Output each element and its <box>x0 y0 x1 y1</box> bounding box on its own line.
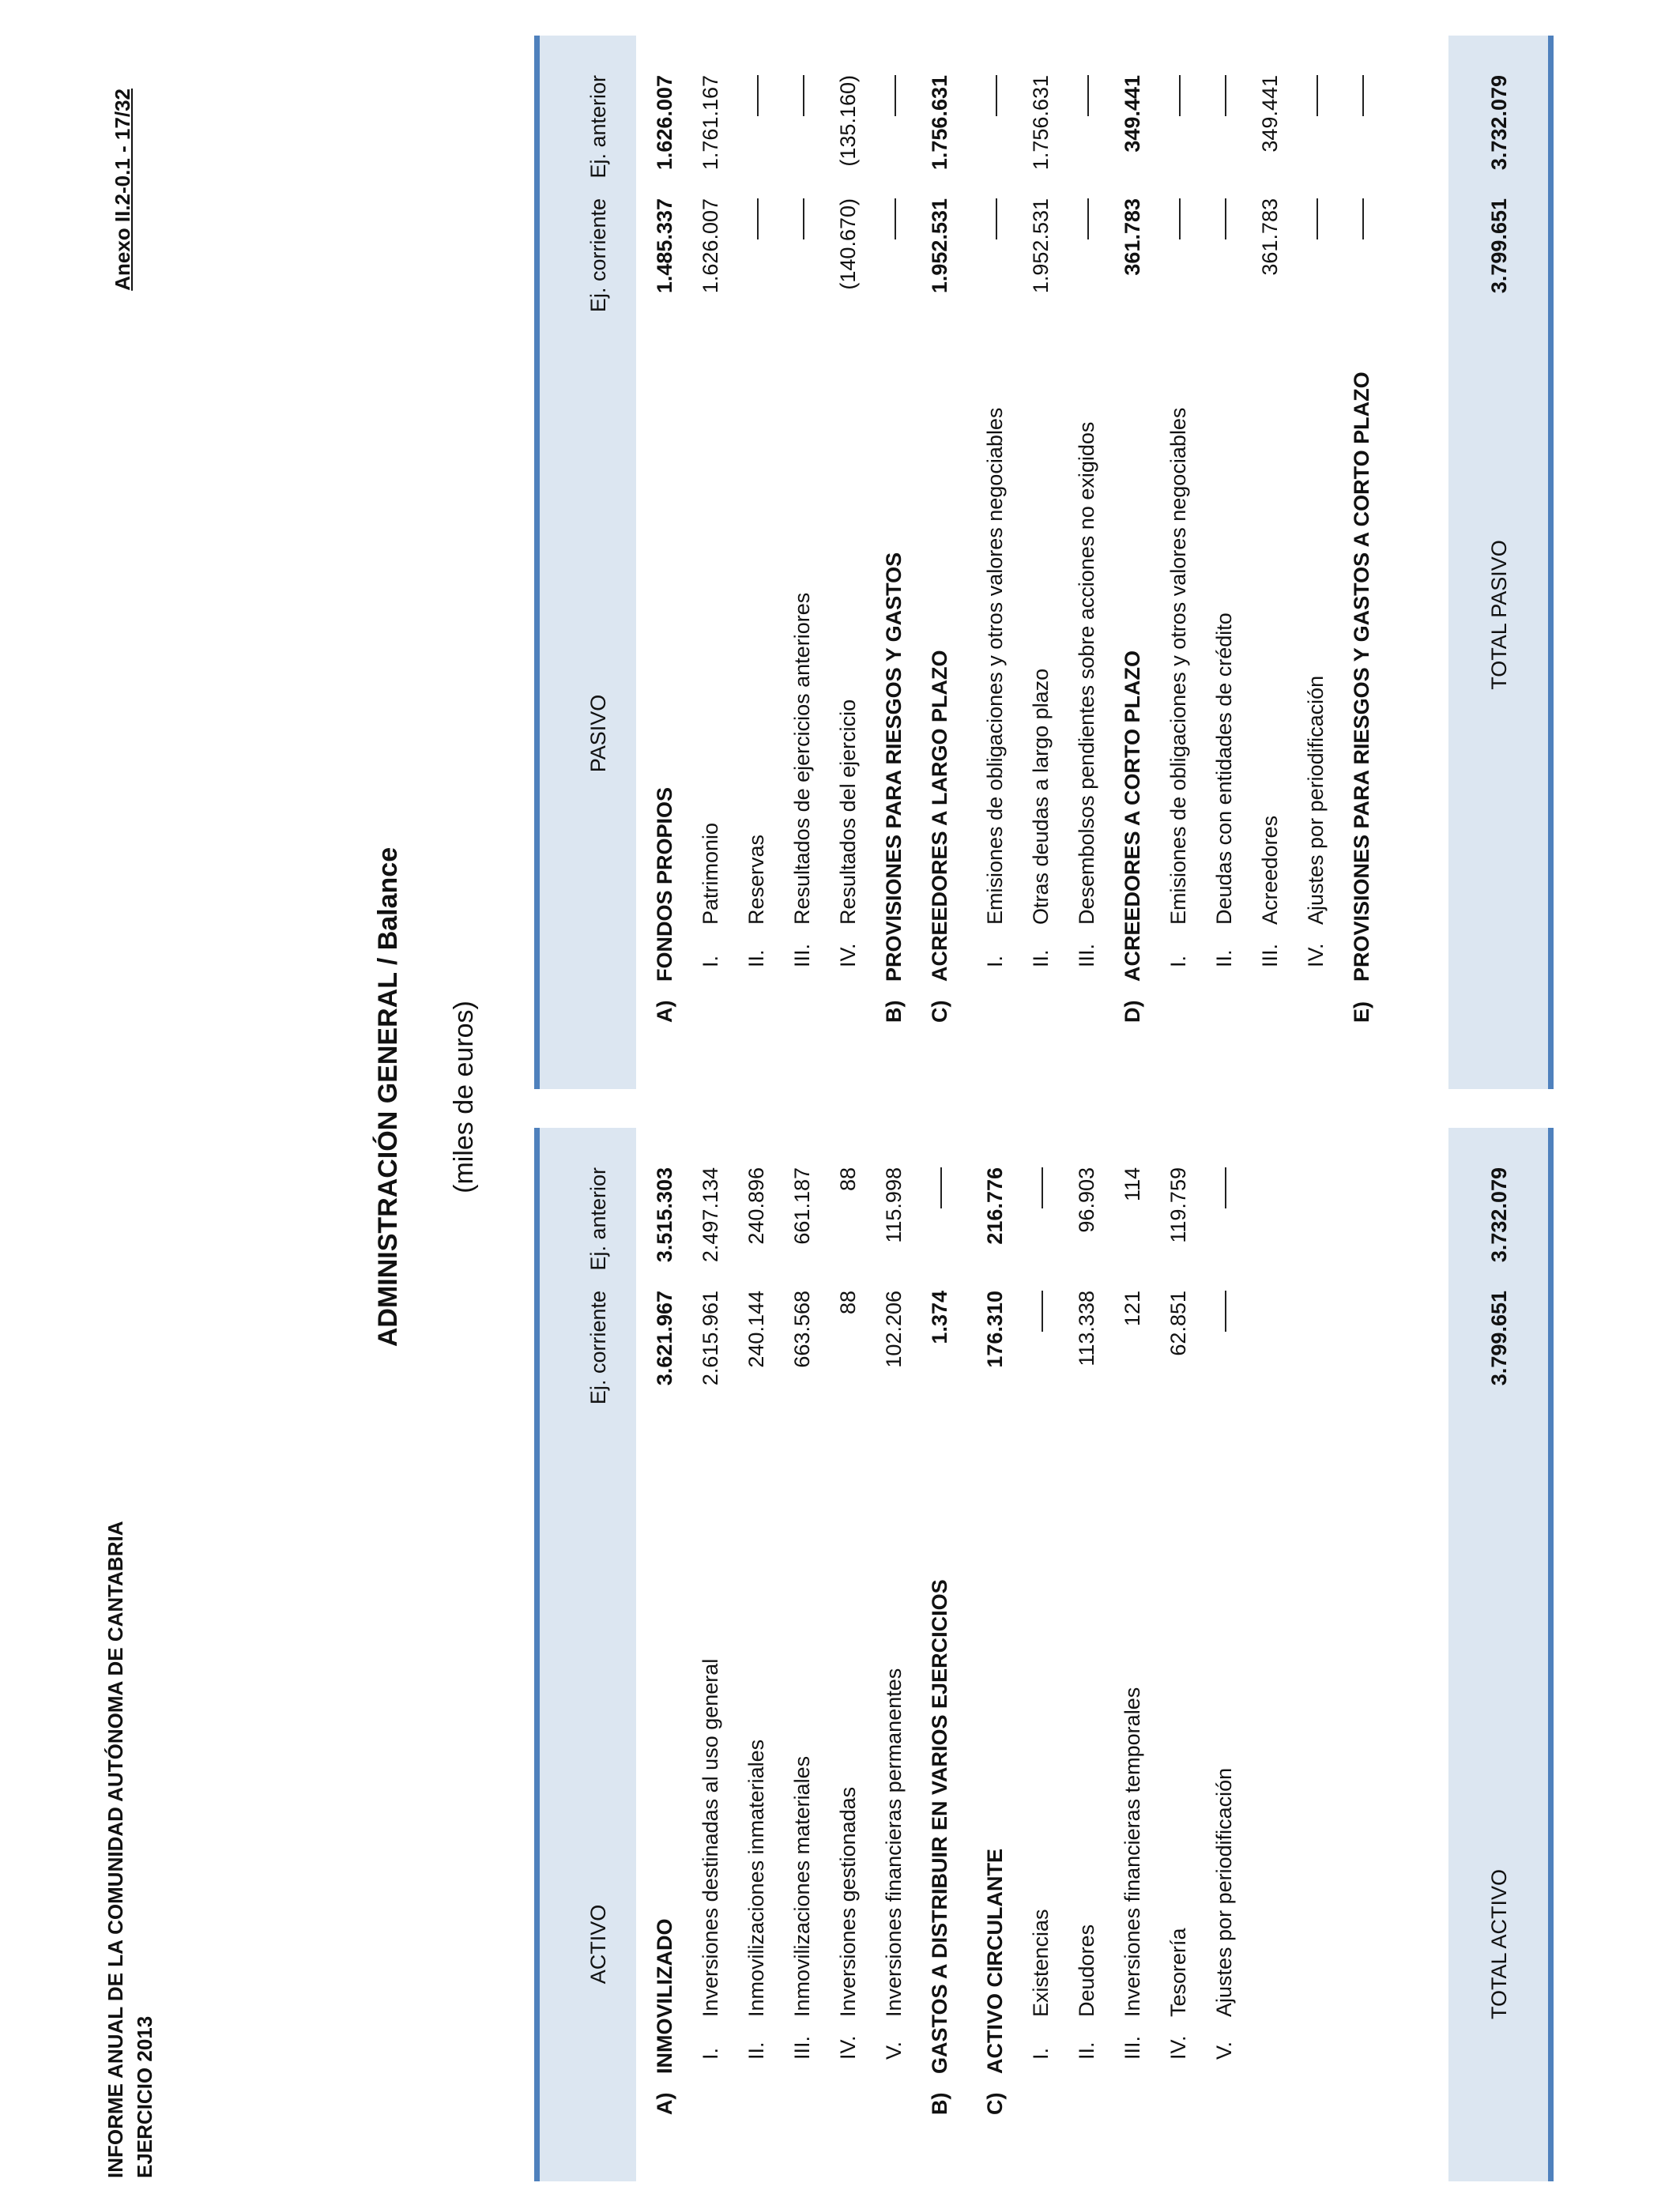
row-label: FONDOS PROPIOS <box>653 786 676 982</box>
activo-total-previous: 3.732.079 <box>1487 1167 1511 1263</box>
empty-value-dash <box>895 198 896 239</box>
empty-value-dash <box>1179 75 1181 116</box>
empty-value-dash <box>757 75 759 116</box>
row-label: Inversiones gestionadas <box>836 1786 860 2017</box>
report-year: EJERCICIO 2013 <box>133 2015 156 2178</box>
pasivo-total-previous: 3.732.079 <box>1487 75 1511 171</box>
row-previous-value: 119.759 <box>1166 1167 1190 1243</box>
row-previous-value: 1.626.007 <box>653 75 676 171</box>
row-key: B) <box>928 2092 951 2115</box>
table-bottom-rule <box>1548 1128 1554 2181</box>
row-key: IV. <box>836 2035 860 2060</box>
row-previous-value: (135.160) <box>836 75 860 167</box>
row-label: Resultados de ejercicios anteriores <box>790 592 814 925</box>
row-key: III. <box>790 2035 814 2060</box>
row-label: ACREEDORES A LARGO PLAZO <box>928 650 951 982</box>
table-row <box>921 36 956 1089</box>
empty-value-dash <box>996 198 997 239</box>
row-previous-value: 1.756.631 <box>1029 75 1053 171</box>
row-label: INMOVILIZADO <box>653 1918 676 2074</box>
activo-col-previous: Ej. anterior <box>586 1167 610 1271</box>
table-row <box>1298 36 1332 1089</box>
empty-value-dash <box>996 75 997 116</box>
empty-value-dash <box>1225 1167 1226 1208</box>
table-row <box>784 1128 819 2181</box>
row-key: III. <box>1258 943 1282 967</box>
empty-value-dash <box>803 75 804 116</box>
row-key: C) <box>928 1000 951 1023</box>
row-previous-value: 349.441 <box>1258 75 1282 153</box>
row-key: II. <box>1212 949 1236 967</box>
empty-value-dash <box>1317 198 1318 239</box>
table-row <box>646 1128 681 2181</box>
empty-value-dash <box>1317 75 1318 116</box>
row-current-value: 2.615.961 <box>699 1291 722 1386</box>
page-title: ADMINISTRACIÓN GENERAL / Balance <box>373 846 403 1348</box>
activo-total-current: 3.799.651 <box>1487 1291 1511 1386</box>
row-current-value: 1.626.007 <box>699 198 722 294</box>
row-current-value: 1.374 <box>928 1291 951 1344</box>
row-key: E) <box>1350 1001 1373 1023</box>
row-label: Inversiones financieras permanentes <box>882 1668 906 2017</box>
row-label: Resultados del ejercicio <box>836 699 860 925</box>
row-key: III. <box>1075 943 1098 967</box>
row-label: Ajustes por periodificación <box>1304 675 1328 925</box>
row-current-value: 102.206 <box>882 1291 906 1368</box>
row-current-value: 176.310 <box>983 1291 1007 1368</box>
empty-value-dash <box>757 198 759 239</box>
row-previous-value: 115.998 <box>882 1167 906 1243</box>
row-key: III. <box>790 943 814 967</box>
row-current-value: 88 <box>836 1291 860 1315</box>
pasivo-table <box>534 36 1554 1089</box>
table-row <box>692 36 727 1089</box>
row-current-value: (140.670) <box>836 198 860 290</box>
row-current-value: 240.144 <box>744 1291 768 1368</box>
empty-value-dash <box>1362 75 1364 116</box>
pasivo-col-previous: Ej. anterior <box>586 75 610 179</box>
row-key: II. <box>1029 949 1053 967</box>
table-row <box>784 36 819 1089</box>
table-row <box>1068 36 1103 1089</box>
empty-value-dash <box>1042 1291 1043 1332</box>
row-label: Emisiones de obligaciones y otros valores negociables <box>1166 407 1190 925</box>
row-label: PROVISIONES PARA RIESGOS Y GASTOS A CORTO PLAZO <box>1350 371 1373 982</box>
row-current-value: 663.568 <box>790 1291 814 1368</box>
row-previous-value: 1.756.631 <box>928 75 951 171</box>
table-row <box>1114 1128 1149 2181</box>
row-label: PROVISIONES PARA RIESGOS Y GASTOS <box>882 552 906 982</box>
row-label: Deudas con entidades de crédito <box>1212 613 1236 925</box>
empty-value-dash <box>1225 198 1226 239</box>
table-row <box>1343 36 1378 1089</box>
row-key: II. <box>744 2041 768 2060</box>
empty-value-dash <box>1225 75 1226 116</box>
row-current-value: 1.952.531 <box>1029 198 1053 294</box>
row-label: Desembolsos pendientes sobre acciones no exigidos <box>1075 421 1098 925</box>
table-row <box>738 36 773 1089</box>
row-previous-value: 216.776 <box>983 1167 1007 1245</box>
empty-value-dash <box>1087 75 1089 116</box>
table-bottom-rule <box>1548 36 1554 1089</box>
row-key: I. <box>983 955 1007 967</box>
row-current-value: 113.338 <box>1075 1291 1098 1367</box>
row-previous-value: 2.497.134 <box>699 1167 722 1263</box>
row-label: Emisiones de obligaciones y otros valores negociables <box>983 407 1007 925</box>
row-key: IV. <box>1304 943 1328 967</box>
row-key: II. <box>1075 2041 1098 2060</box>
row-key: I. <box>1029 2047 1053 2060</box>
report-title: INFORME ANUAL DE LA COMUNIDAD AUTÓNOMA DE CANTABRIA <box>104 1521 127 2178</box>
row-current-value: 62.851 <box>1166 1291 1190 1356</box>
row-key: D) <box>1121 1000 1144 1023</box>
empty-value-dash <box>1225 1291 1226 1332</box>
table-row <box>977 36 1011 1089</box>
table-row <box>830 1128 864 2181</box>
row-current-value: 3.621.967 <box>653 1291 676 1386</box>
empty-value-dash <box>1042 1167 1043 1208</box>
empty-value-dash <box>1179 198 1181 239</box>
row-key: B) <box>882 1000 906 1023</box>
table-row <box>1114 36 1149 1089</box>
table-row <box>977 1128 1011 2181</box>
table-row <box>1023 1128 1057 2181</box>
row-previous-value: 349.441 <box>1121 75 1144 153</box>
table-row <box>1068 1128 1103 2181</box>
table-row <box>876 36 910 1089</box>
row-key: V. <box>882 2041 906 2060</box>
empty-value-dash <box>1362 198 1364 239</box>
row-label: Reservas <box>744 834 768 925</box>
row-key: C) <box>983 2092 1007 2115</box>
row-previous-value: 661.187 <box>790 1167 814 1245</box>
row-key: I. <box>699 955 722 967</box>
table-row <box>1160 1128 1195 2181</box>
table-row <box>921 1128 956 2181</box>
row-previous-value: 88 <box>836 1167 860 1192</box>
row-current-value: 1.952.531 <box>928 198 951 294</box>
row-label: ACREEDORES A CORTO PLAZO <box>1121 650 1144 982</box>
row-key: III. <box>1121 2035 1144 2060</box>
row-key: I. <box>1166 955 1190 967</box>
table-row <box>738 1128 773 2181</box>
activo-table <box>534 1128 1554 2181</box>
table-row <box>876 1128 910 2181</box>
report-header <box>101 1521 160 2178</box>
row-key: IV. <box>1166 2035 1190 2060</box>
row-label: Inversiones destinadas al uso general <box>699 1658 722 2017</box>
table-row <box>646 36 681 1089</box>
row-previous-value: 240.896 <box>744 1167 768 1245</box>
table-row <box>1160 36 1195 1089</box>
activo-heading: ACTIVO <box>586 1904 610 1985</box>
row-label: Inversiones financieras temporales <box>1121 1687 1144 2017</box>
table-top-rule <box>534 1128 540 2181</box>
row-label: Existencias <box>1029 1909 1053 2017</box>
row-label: Acreedores <box>1258 815 1282 925</box>
table-top-rule <box>534 36 540 1089</box>
activo-col-current: Ej. corriente <box>586 1291 610 1405</box>
row-current-value: 121 <box>1121 1291 1144 1327</box>
table-row <box>1252 36 1286 1089</box>
pasivo-total-current: 3.799.651 <box>1487 198 1511 294</box>
table-row <box>692 1128 727 2181</box>
row-key: I. <box>699 2047 722 2060</box>
row-key: IV. <box>836 943 860 967</box>
page-subtitle: (miles de euros) <box>449 1001 479 1193</box>
row-label: Inmovilizaciones inmateriales <box>744 1739 768 2017</box>
row-current-value: 361.783 <box>1121 198 1144 276</box>
row-label: Ajustes por periodificación <box>1212 1767 1236 2017</box>
row-label: GASTOS A DISTRIBUIR EN VARIOS EJERCICIOS <box>928 1579 951 2074</box>
activo-total-label: TOTAL ACTIVO <box>1487 1868 1511 2020</box>
empty-value-dash <box>803 198 804 239</box>
row-label: Deudores <box>1075 1924 1098 2017</box>
table-row <box>1206 1128 1241 2181</box>
row-key: A) <box>653 2092 676 2115</box>
empty-value-dash <box>940 1167 942 1208</box>
table-row <box>1023 36 1057 1089</box>
table-row <box>1206 36 1241 1089</box>
row-label: Tesorería <box>1166 1928 1190 2017</box>
row-previous-value: 114 <box>1121 1167 1144 1202</box>
annex-reference: Anexo II.2-0.1 - 17/32 <box>111 89 134 291</box>
pasivo-total-label: TOTAL PASIVO <box>1487 540 1511 690</box>
table-row <box>830 36 864 1089</box>
row-previous-value: 1.761.167 <box>699 75 722 171</box>
row-current-value: 361.783 <box>1258 198 1282 276</box>
row-key: II. <box>744 949 768 967</box>
pasivo-col-current: Ej. corriente <box>586 198 610 313</box>
row-current-value: 1.485.337 <box>653 198 676 294</box>
row-label: ACTIVO CIRCULANTE <box>983 1849 1007 2074</box>
empty-value-dash <box>1087 198 1089 239</box>
row-key: A) <box>653 1000 676 1023</box>
row-previous-value: 96.903 <box>1075 1167 1098 1233</box>
row-key: V. <box>1212 2041 1236 2060</box>
row-label: Patrimonio <box>699 822 722 925</box>
row-label: Inmovilizaciones materiales <box>790 1755 814 2017</box>
pasivo-heading: PASIVO <box>586 694 610 773</box>
row-previous-value: 3.515.303 <box>653 1167 676 1263</box>
row-label: Otras deudas a largo plazo <box>1029 668 1053 925</box>
empty-value-dash <box>895 75 896 116</box>
